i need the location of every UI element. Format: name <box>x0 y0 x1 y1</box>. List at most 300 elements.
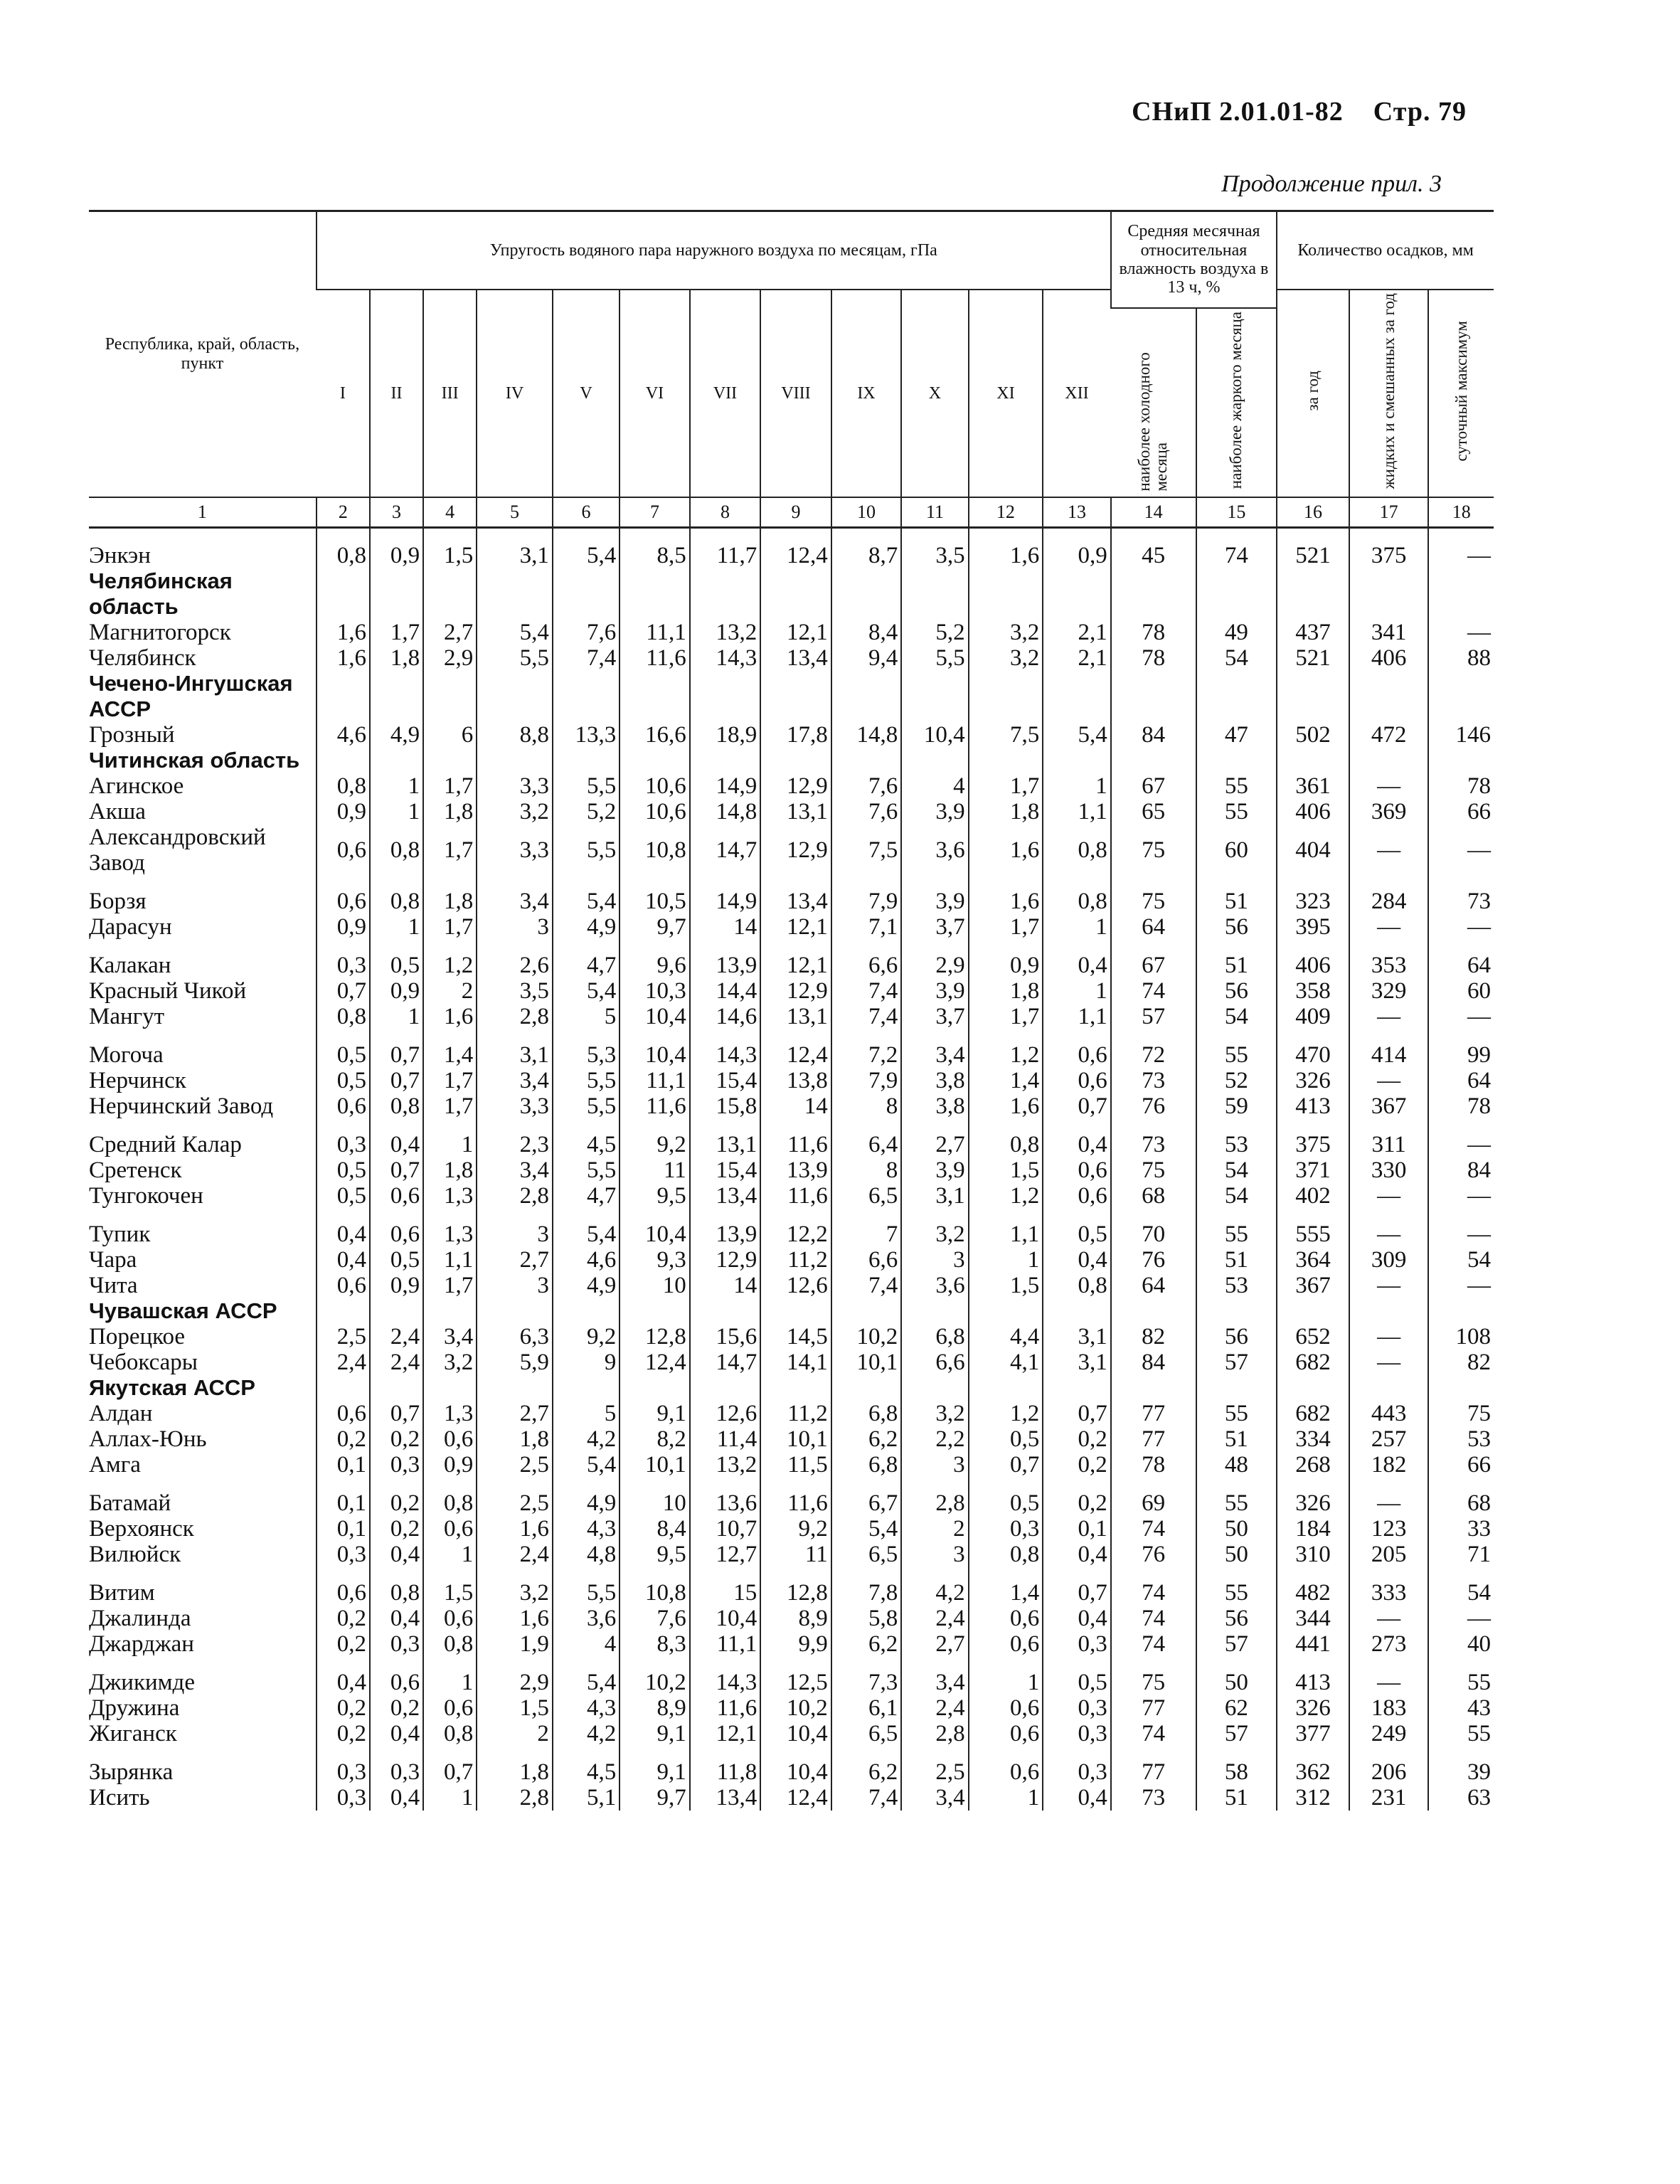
column-number: 17 <box>1349 497 1429 528</box>
data-cell: 3,1 <box>901 1183 968 1209</box>
data-cell: 4,2 <box>901 1580 968 1606</box>
data-cell: 7,5 <box>831 825 901 876</box>
data-cell: — <box>1349 1004 1429 1029</box>
data-cell: 48 <box>1196 1452 1277 1478</box>
data-cell: 2 <box>901 1516 968 1542</box>
data-cell: 66 <box>1428 799 1494 825</box>
spacer-cell <box>477 1478 553 1490</box>
data-cell: 146 <box>1428 722 1494 748</box>
data-cell: 0,6 <box>317 1401 370 1426</box>
data-cell: 0,7 <box>1043 1580 1110 1606</box>
data-cell: 0,4 <box>370 1721 423 1746</box>
spacer-cell <box>1111 1567 1196 1580</box>
empty-cell <box>1043 1298 1110 1324</box>
region-row <box>89 1375 1494 1401</box>
data-cell: 54 <box>1196 1004 1277 1029</box>
spacer-cell <box>370 940 423 953</box>
station-name: Амга <box>89 1452 141 1478</box>
empty-cell <box>831 748 901 773</box>
table-row <box>89 1324 1494 1350</box>
data-cell: 2,8 <box>477 1004 553 1029</box>
data-cell: 2,2 <box>901 1426 968 1452</box>
data-cell: 6,8 <box>901 1324 968 1350</box>
spacer-cell <box>1428 1119 1494 1132</box>
spacer-cell <box>423 940 477 953</box>
empty-cell <box>1277 1375 1349 1401</box>
data-cell: 682 <box>1277 1401 1349 1426</box>
data-cell: 11,7 <box>690 528 761 569</box>
data-cell: 0,6 <box>1043 1183 1110 1209</box>
data-cell: — <box>1349 1670 1429 1695</box>
spacer-cell <box>1196 1746 1277 1759</box>
data-cell: 555 <box>1277 1221 1349 1247</box>
data-cell: 3 <box>901 1542 968 1567</box>
data-cell: 8 <box>831 1157 901 1183</box>
empty-cell <box>831 1375 901 1401</box>
data-cell: 6,5 <box>831 1721 901 1746</box>
data-cell: 2,6 <box>477 953 553 978</box>
column-number: 8 <box>690 497 761 528</box>
data-cell: 13,6 <box>690 1490 761 1516</box>
data-cell: 5,5 <box>901 645 968 671</box>
data-cell: 0,1 <box>317 1516 370 1542</box>
data-cell: 11,6 <box>620 645 689 671</box>
data-cell: 0,6 <box>969 1721 1043 1746</box>
data-cell: 3,1 <box>1043 1324 1110 1350</box>
data-cell: 1,6 <box>969 528 1043 569</box>
data-cell: 0,9 <box>317 799 370 825</box>
data-cell: 7,6 <box>831 799 901 825</box>
data-cell: 0,3 <box>370 1452 423 1478</box>
data-cell: 521 <box>1277 645 1349 671</box>
data-cell: 55 <box>1196 1042 1277 1068</box>
data-cell: 9,7 <box>620 914 689 940</box>
spacer-cell <box>969 1119 1043 1132</box>
data-cell: 3,6 <box>901 1273 968 1298</box>
empty-cell <box>423 1298 477 1324</box>
spacer-cell <box>477 1029 553 1042</box>
column-number: 3 <box>370 497 423 528</box>
data-cell: 0,6 <box>317 889 370 914</box>
spacer-cell <box>89 1478 317 1490</box>
spacer-cell <box>831 1567 901 1580</box>
data-cell: 184 <box>1277 1516 1349 1542</box>
column-number: 16 <box>1277 497 1349 528</box>
header-region: Республика, край, область, пункт <box>89 211 317 497</box>
data-cell: 1,1 <box>1043 1004 1110 1029</box>
empty-cell <box>831 568 901 620</box>
data-cell: 6,2 <box>831 1426 901 1452</box>
header-humidity-group: Средняя месячная относительная влажность воздуха в 13 ч, % <box>1111 211 1277 309</box>
data-cell: 14 <box>760 1093 831 1119</box>
spacer-cell <box>1043 1746 1110 1759</box>
spacer-cell <box>317 940 370 953</box>
data-cell: 55 <box>1196 1221 1277 1247</box>
table-row <box>89 1516 1494 1542</box>
data-cell: 682 <box>1277 1350 1349 1375</box>
data-cell: 1,7 <box>423 1068 477 1093</box>
empty-cell <box>620 671 689 722</box>
station-name: Мангут <box>89 1004 165 1030</box>
data-cell: 0,6 <box>370 1670 423 1695</box>
data-cell: 437 <box>1277 620 1349 645</box>
data-cell: 0,3 <box>370 1631 423 1657</box>
data-cell: 4,9 <box>370 722 423 748</box>
data-cell: 4,8 <box>553 1542 620 1567</box>
data-cell: 273 <box>1349 1631 1429 1657</box>
spacer-cell <box>553 1478 620 1490</box>
data-cell: 11,2 <box>760 1247 831 1273</box>
data-cell: 7,3 <box>831 1670 901 1695</box>
data-cell: 0,3 <box>969 1516 1043 1542</box>
station-name: Калакан <box>89 953 171 979</box>
data-cell: 4,9 <box>553 1273 620 1298</box>
table-row <box>89 1490 1494 1516</box>
header-hum-hot: наиболее жаркого месяца <box>1227 312 1245 489</box>
data-cell: 1 <box>1043 978 1110 1004</box>
data-cell: 7,4 <box>553 645 620 671</box>
data-cell: — <box>1349 1221 1429 1247</box>
data-cell: 14,8 <box>831 722 901 748</box>
region-name: Чечено-Ингушская АССР <box>89 671 293 722</box>
table-row <box>89 953 1494 978</box>
spacer-cell <box>1043 876 1110 889</box>
spacer-cell <box>969 876 1043 889</box>
data-cell: 12,4 <box>760 1042 831 1068</box>
data-cell: 68 <box>1428 1490 1494 1516</box>
data-cell: 45 <box>1111 528 1196 569</box>
data-cell: 5,4 <box>553 1221 620 1247</box>
data-cell: 6,8 <box>831 1401 901 1426</box>
empty-cell <box>1043 671 1110 722</box>
spacer-cell <box>831 1657 901 1670</box>
data-cell: 1,8 <box>969 799 1043 825</box>
data-cell: 361 <box>1277 773 1349 799</box>
data-cell: 8,8 <box>477 722 553 748</box>
spacer-cell <box>1349 1029 1429 1042</box>
data-cell: 5,4 <box>1043 722 1110 748</box>
empty-cell <box>1196 671 1277 722</box>
data-cell: 0,3 <box>1043 1759 1110 1785</box>
spacer-cell <box>370 1746 423 1759</box>
empty-cell <box>969 1375 1043 1401</box>
data-cell: 9,5 <box>620 1183 689 1209</box>
data-cell: — <box>1428 914 1494 940</box>
empty-cell <box>760 671 831 722</box>
data-cell: 0,6 <box>969 1631 1043 1657</box>
station-name: Александровский Завод <box>89 825 266 876</box>
data-cell: 7 <box>831 1221 901 1247</box>
data-cell: 0,6 <box>969 1606 1043 1631</box>
data-cell: 409 <box>1277 1004 1349 1029</box>
data-cell: 74 <box>1196 528 1277 569</box>
data-cell: 1,2 <box>969 1401 1043 1426</box>
data-cell: 2,1 <box>1043 620 1110 645</box>
data-cell: 482 <box>1277 1580 1349 1606</box>
data-cell: 12,9 <box>760 825 831 876</box>
empty-cell <box>1277 748 1349 773</box>
empty-cell <box>1111 1375 1196 1401</box>
data-cell: 3,9 <box>901 978 968 1004</box>
spacer-cell <box>901 1567 968 1580</box>
table-row <box>89 1695 1494 1721</box>
data-cell: 12,1 <box>760 620 831 645</box>
data-cell: 3,2 <box>477 1580 553 1606</box>
data-cell: 2,4 <box>317 1350 370 1375</box>
data-cell: 358 <box>1277 978 1349 1004</box>
data-cell: 9,2 <box>760 1516 831 1542</box>
table-row <box>89 978 1494 1004</box>
data-cell: 7,6 <box>831 773 901 799</box>
spacer-cell <box>317 1119 370 1132</box>
data-cell: 11,5 <box>760 1452 831 1478</box>
data-cell: 0,8 <box>969 1542 1043 1567</box>
data-cell: 6,4 <box>831 1132 901 1157</box>
data-cell: 49 <box>1196 620 1277 645</box>
data-cell: 1,7 <box>969 914 1043 940</box>
data-cell: 0,2 <box>370 1695 423 1721</box>
data-cell: 0,6 <box>317 1580 370 1606</box>
data-cell: — <box>1428 825 1494 876</box>
empty-cell <box>620 748 689 773</box>
data-cell: 4,7 <box>553 1183 620 1209</box>
station-name: Нерчинский Завод <box>89 1093 274 1120</box>
data-cell: 4,4 <box>969 1324 1043 1350</box>
spacer-cell <box>1196 1657 1277 1670</box>
data-cell: 0,5 <box>317 1042 370 1068</box>
data-cell: 67 <box>1111 953 1196 978</box>
data-cell: 57 <box>1196 1721 1277 1746</box>
station-name: Жиганск <box>89 1721 177 1747</box>
spacer-cell <box>901 1746 968 1759</box>
spacer-cell <box>1111 1119 1196 1132</box>
empty-cell <box>620 1298 689 1324</box>
column-number: 11 <box>901 497 968 528</box>
data-cell: 5,5 <box>553 773 620 799</box>
region-name: Чувашская АССР <box>89 1298 277 1324</box>
data-cell: 14,3 <box>690 1670 761 1695</box>
data-cell: 309 <box>1349 1247 1429 1273</box>
data-cell: 6,5 <box>831 1183 901 1209</box>
data-cell: 0,1 <box>1043 1516 1110 1542</box>
station-name: Красный Чикой <box>89 978 247 1004</box>
empty-cell <box>317 1298 370 1324</box>
empty-cell <box>690 671 761 722</box>
data-cell: 66 <box>1428 1452 1494 1478</box>
empty-cell <box>477 671 553 722</box>
data-cell: 0,6 <box>423 1695 477 1721</box>
station-name: Дружина <box>89 1695 180 1722</box>
empty-cell <box>1428 1298 1494 1324</box>
empty-cell <box>423 671 477 722</box>
data-cell: 71 <box>1428 1542 1494 1567</box>
data-cell: 9,1 <box>620 1759 689 1785</box>
data-cell: 3,4 <box>477 1157 553 1183</box>
spacer-cell <box>620 876 689 889</box>
empty-cell <box>1043 1375 1110 1401</box>
spacer-cell <box>969 1029 1043 1042</box>
station-name: Батамай <box>89 1490 171 1517</box>
data-cell: 13,2 <box>690 620 761 645</box>
data-cell: 1 <box>1043 914 1110 940</box>
data-cell: 5,4 <box>553 889 620 914</box>
table-row <box>89 620 1494 645</box>
data-cell: 99 <box>1428 1042 1494 1068</box>
empty-cell <box>1349 568 1429 620</box>
data-cell: 51 <box>1196 1247 1277 1273</box>
data-cell: 10,4 <box>620 1042 689 1068</box>
header-precip-liquid: жидких и смешанных за год <box>1379 293 1398 489</box>
data-cell: — <box>1349 1273 1429 1298</box>
data-cell: 367 <box>1349 1093 1429 1119</box>
data-cell: 10,4 <box>760 1759 831 1785</box>
data-cell: 2,9 <box>477 1670 553 1695</box>
data-cell: 64 <box>1111 914 1196 940</box>
data-cell: 6,2 <box>831 1759 901 1785</box>
header-month-6: VI <box>620 290 689 497</box>
empty-cell <box>370 1375 423 1401</box>
page-header <box>1132 96 1467 127</box>
spacer-cell <box>89 1746 317 1759</box>
data-cell: 0,8 <box>423 1490 477 1516</box>
data-cell: 8,2 <box>620 1426 689 1452</box>
data-cell: 2,8 <box>477 1183 553 1209</box>
data-cell: 5 <box>553 1401 620 1426</box>
data-cell: 0,4 <box>1043 1542 1110 1567</box>
data-cell: 62 <box>1196 1695 1277 1721</box>
spacer-cell <box>901 876 968 889</box>
spacer-cell <box>1196 1029 1277 1042</box>
data-cell: 0,7 <box>370 1157 423 1183</box>
data-cell: 1,7 <box>969 773 1043 799</box>
data-cell: 9,3 <box>620 1247 689 1273</box>
data-cell: 14,3 <box>690 1042 761 1068</box>
data-cell: 43 <box>1428 1695 1494 1721</box>
column-number: 5 <box>477 497 553 528</box>
data-cell: 406 <box>1277 953 1349 978</box>
data-cell: 74 <box>1111 1580 1196 1606</box>
data-cell: 13,1 <box>760 799 831 825</box>
spacer-cell <box>1111 1657 1196 1670</box>
data-cell: 74 <box>1111 1516 1196 1542</box>
data-cell: 2 <box>477 1721 553 1746</box>
header-month-1: I <box>317 290 370 497</box>
spacer-cell <box>89 876 317 889</box>
table-row <box>89 1273 1494 1298</box>
header-month-4: IV <box>477 290 553 497</box>
table-row <box>89 1785 1494 1811</box>
data-cell: 364 <box>1277 1247 1349 1273</box>
data-cell: 77 <box>1111 1695 1196 1721</box>
data-cell: 69 <box>1111 1490 1196 1516</box>
data-cell: 1,5 <box>477 1695 553 1721</box>
spacer-cell <box>477 1746 553 1759</box>
data-cell: 10,1 <box>760 1426 831 1452</box>
data-cell: 54 <box>1428 1247 1494 1273</box>
data-cell: 14,3 <box>690 645 761 671</box>
data-cell: 9,9 <box>760 1631 831 1657</box>
spacer-cell <box>1428 1478 1494 1490</box>
data-cell: 3,2 <box>969 620 1043 645</box>
data-cell: 3,4 <box>901 1042 968 1068</box>
data-cell: 5,2 <box>901 620 968 645</box>
data-cell: 7,9 <box>831 1068 901 1093</box>
data-cell: 10,2 <box>831 1324 901 1350</box>
data-cell: 1,7 <box>423 825 477 876</box>
data-cell: 1,4 <box>423 1042 477 1068</box>
data-cell: 2,4 <box>370 1350 423 1375</box>
data-cell: 1 <box>1043 773 1110 799</box>
data-cell: 5,4 <box>553 528 620 569</box>
data-cell: 0,6 <box>370 1221 423 1247</box>
spacer-cell <box>423 1746 477 1759</box>
data-cell: 7,4 <box>831 978 901 1004</box>
spacer-cell <box>831 1746 901 1759</box>
data-cell: 12,4 <box>760 528 831 569</box>
data-cell: 1,2 <box>423 953 477 978</box>
data-cell: 353 <box>1349 953 1429 978</box>
empty-cell <box>690 1298 761 1324</box>
data-cell: 53 <box>1428 1426 1494 1452</box>
data-cell: 0,3 <box>317 1542 370 1567</box>
data-cell: 3,3 <box>477 825 553 876</box>
data-cell: 3 <box>477 1221 553 1247</box>
spacer-cell <box>423 1029 477 1042</box>
station-name: Порецкое <box>89 1324 186 1350</box>
data-cell: 3,2 <box>901 1221 968 1247</box>
data-cell: 1,1 <box>969 1221 1043 1247</box>
data-cell: 1,8 <box>477 1426 553 1452</box>
data-cell: 1 <box>969 1670 1043 1695</box>
data-cell: 0,9 <box>1043 528 1110 569</box>
data-cell: 406 <box>1349 645 1429 671</box>
station-name: Исить <box>89 1785 150 1811</box>
data-cell: 54 <box>1196 645 1277 671</box>
data-cell: 4,2 <box>553 1426 620 1452</box>
row-spacer <box>89 876 1494 889</box>
table-row <box>89 773 1494 799</box>
spacer-cell <box>1428 940 1494 953</box>
data-cell: 2,4 <box>477 1542 553 1567</box>
data-cell: 9 <box>553 1350 620 1375</box>
data-cell: 0,2 <box>1043 1426 1110 1452</box>
data-cell: 0,7 <box>423 1759 477 1785</box>
data-cell: 10 <box>620 1273 689 1298</box>
data-cell: — <box>1349 825 1429 876</box>
data-cell: 330 <box>1349 1157 1429 1183</box>
data-cell: 0,6 <box>969 1695 1043 1721</box>
spacer-cell <box>620 1657 689 1670</box>
header-vapor-group: Упругость водяного пара наружного воздуха по месяцам, гПа <box>317 211 1111 290</box>
data-cell: 3,7 <box>901 914 968 940</box>
data-cell: 13,4 <box>690 1785 761 1811</box>
data-cell: 56 <box>1196 1324 1277 1350</box>
data-cell: 1,6 <box>423 1004 477 1029</box>
spacer-cell <box>690 1657 761 1670</box>
data-cell: 14 <box>690 914 761 940</box>
header-precip-year: за год <box>1303 371 1322 411</box>
data-cell: 7,4 <box>831 1785 901 1811</box>
data-cell: 75 <box>1111 889 1196 914</box>
spacer-cell <box>690 1119 761 1132</box>
data-cell: 2,4 <box>901 1606 968 1631</box>
data-cell: 326 <box>1277 1068 1349 1093</box>
empty-cell <box>1111 568 1196 620</box>
data-cell: — <box>1428 1004 1494 1029</box>
table-row <box>89 1157 1494 1183</box>
data-cell: 51 <box>1196 889 1277 914</box>
data-cell: 0,8 <box>317 528 370 569</box>
